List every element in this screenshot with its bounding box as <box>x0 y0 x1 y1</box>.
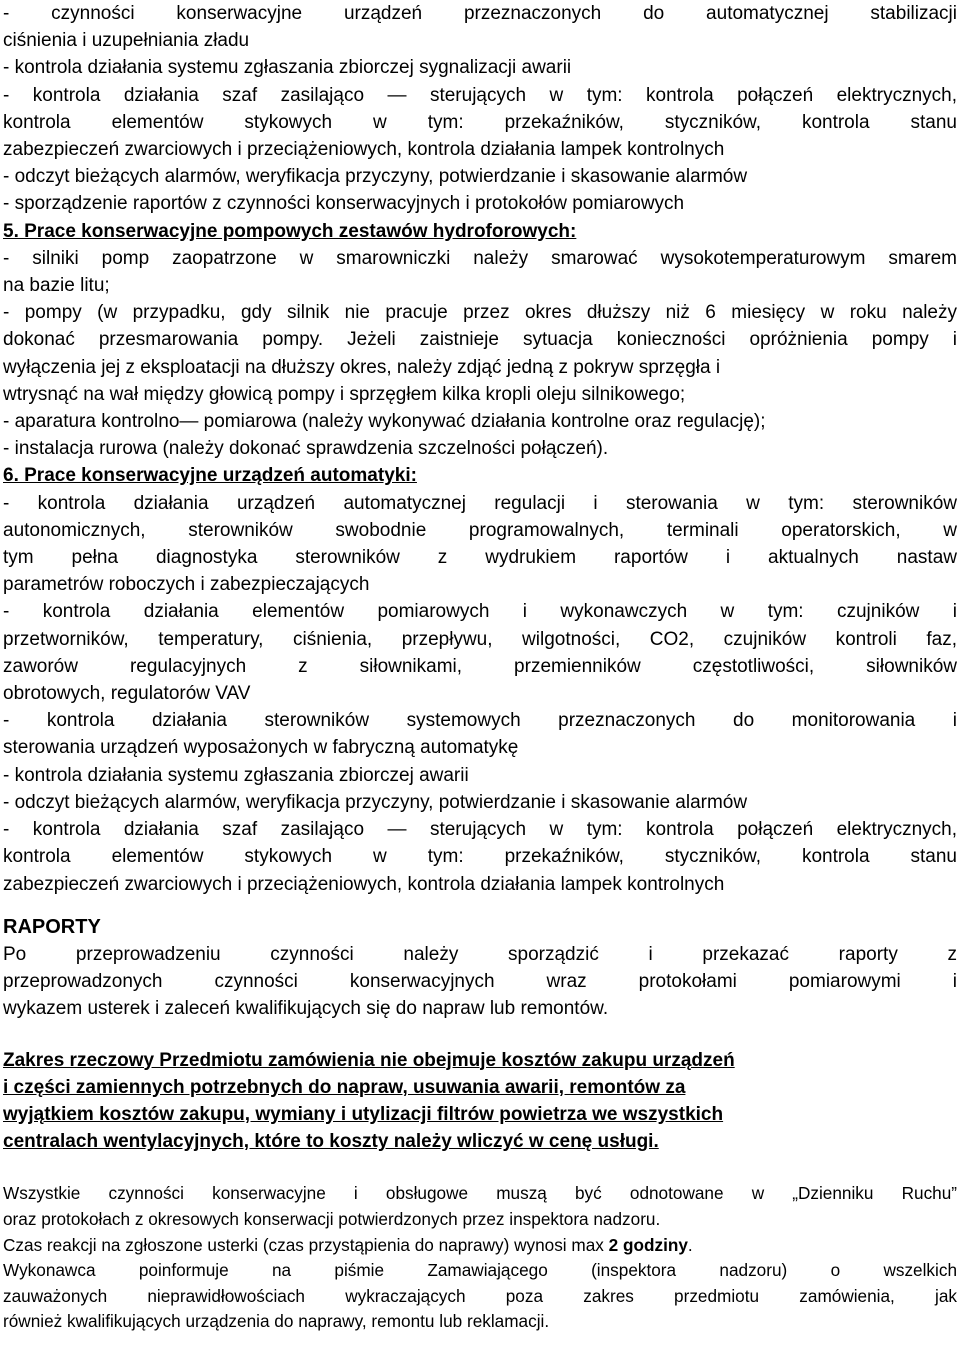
text-line: przeprowadzonych czynności konserwacyjnych wraz protokołami pomiarowymi i <box>3 971 957 993</box>
text-line: zabezpieczeń zwarciowych i przeciążeniowych, kontrola działania lampek kontrolnych <box>3 873 725 895</box>
text-line: kontrola elementów stykowych w tym: przekaźników, styczników, kontrola stanu <box>3 111 957 133</box>
text-line: - odczyt bieżących alarmów, weryfikacja przyczyny, potwierdzanie i skasowanie alarmów <box>3 166 748 188</box>
section-6-title: 6. Prace konserwacyjne urządzeń automatyki: <box>3 465 417 487</box>
text-line: wykazem usterek i zaleceń kwalifikujących się do napraw lub remontów. <box>3 998 609 1020</box>
text-line: oraz protokołach z okresowych konserwacji potwierdzonych przez inspektora nadzoru. <box>3 1208 661 1229</box>
reaction-time-line <box>3 1233 957 1259</box>
text-line: obrotowych, regulatorów VAV <box>3 683 251 705</box>
reaction-time-end: . <box>687 1234 693 1255</box>
text-line: ciśnienia i uzupełniania zładu <box>3 30 250 52</box>
text-line: dokonać przesmarowania pompy. Jeżeli zaistnieje sytuacja konieczności opróżnienia pompy i <box>3 329 957 351</box>
text-line: - czynności konserwacyjne urządzeń przeznaczonych do automatycznej stabilizacji <box>3 3 957 24</box>
text-line: - kontrola działania szaf zasilająco — sterujących w tym: kontrola połączeń elektrycznych, <box>3 84 957 106</box>
text-line: - kontrola działania szaf zasilająco — sterujących w tym: kontrola połączeń elektrycznych, <box>3 819 957 841</box>
spacer <box>3 1023 957 1047</box>
text-line: - odczyt bieżących alarmów, weryfikacja przyczyny, potwierdzanie i skasowanie alarmów <box>3 791 748 813</box>
raporty-heading: RAPORTY <box>3 915 101 938</box>
text-line: zaworów regulacyjnych z siłownikami, przemienników częstotliwości, siłowników <box>3 655 957 677</box>
text-line: kontrola elementów stykowych w tym: przekaźników, styczników, kontrola stanu <box>3 846 957 868</box>
text-line: - kontrola działania systemu zgłaszania zbiorczej awarii <box>3 764 469 786</box>
text-line: - instalacja rurowa (należy dokonać sprawdzenia szczelności połączeń). <box>3 438 609 460</box>
text-line: sterowania urządzeń wyposażonych w fabryczną automatykę <box>3 737 519 759</box>
text-line: centralach wentylacyjnych, które to koszty należy wliczyć w cenę usługi. <box>3 1131 659 1153</box>
text-line: - kontrola działania sterowników systemowych przeznaczonych do monitorowania i <box>3 710 957 732</box>
text-line: Wszystkie czynności konserwacyjne i obsługowe muszą być odnotowane w „Dzienniku Ruchu” <box>3 1183 957 1204</box>
text-line: parametrów roboczych i zabezpieczających <box>3 574 370 596</box>
text-line: - kontrola działania systemu zgłaszania zbiorczej sygnalizacji awarii <box>3 57 572 79</box>
reaction-time-value: 2 godziny <box>608 1234 688 1255</box>
section-5-title: 5. Prace konserwacyjne pompowych zestawów hydroforowych: <box>3 220 577 242</box>
text-line: i części zamiennych potrzebnych do napraw, usuwania awarii, remontów za <box>3 1076 686 1098</box>
text-line: - aparatura kontrolno— pomiarowa (należy wykonywać działania kontrolne oraz regulację); <box>3 411 766 433</box>
spacer <box>3 898 957 914</box>
text-line: Wykonawca poinformuje na piśmie Zamawiającego (inspektora nadzoru) o wszelkich <box>3 1260 957 1281</box>
text-line: Po przeprowadzeniu czynności należy sporządzić i przekazać raporty z <box>3 943 957 965</box>
text-line: wyłączenia jej z eksploatacji na dłuższy okres, należy zdjąć jedną z pokryw sprzęgła i <box>3 356 721 378</box>
text-line: zauważonych nieprawidłowościach wykraczających poza zakres przedmiotu zamówienia, jak <box>3 1285 957 1306</box>
reaction-time-text: Czas reakcji na zgłoszone usterki (czas przystąpienia do naprawy) wynosi max <box>3 1234 609 1255</box>
text-line: wtrysnąć na wał między głowicą pompy i sprzęgłem kilka kropli oleju silnikowego; <box>3 383 686 405</box>
text-line: - kontrola działania elementów pomiarowych i wykonawczych w tym: czujników i <box>3 601 957 623</box>
text-line: autonomicznych, sterowników swobodnie programowalnych, terminali operatorskich, w <box>3 519 957 541</box>
spacer <box>3 1155 957 1181</box>
section-6 <box>3 462 957 897</box>
text-line: na bazie litu; <box>3 275 110 297</box>
text-line: zabezpieczeń zwarciowych i przeciążeniowych, kontrola działania lampek kontrolnych <box>3 139 725 161</box>
top-section <box>3 0 957 218</box>
text-line: wyjątkiem kosztów zakupu, wymiany i utylizacji filtrów powietrza we wszystkich <box>3 1103 724 1125</box>
footer-section <box>3 1181 957 1335</box>
text-line: - silniki pomp zaopatrzone w smarowniczki należy smarować wysokotemperaturowym smarem <box>3 247 957 269</box>
text-line: - pompy (w przypadku, gdy silnik nie pracuje przez okres dłuższy niż 6 miesięcy w roku należy <box>3 302 957 324</box>
text-line: - kontrola działania urządzeń automatycznej regulacji i sterowania w tym: sterowników <box>3 492 957 514</box>
text-line: przetworników, temperatury, ciśnienia, przepływu, wilgotności, CO2, czujników kontroli faz, <box>3 628 957 650</box>
raporty-section <box>3 914 957 1023</box>
text-line: Zakres rzeczowy Przedmiotu zamówienia nie obejmuje kosztów zakupu urządzeń <box>3 1049 735 1071</box>
section-5 <box>3 218 957 463</box>
text-line: również kwalifikujących urządzenia do naprawy, remontu lub reklamacji. <box>3 1311 550 1332</box>
text-line: - sporządzenie raportów z czynności konserwacyjnych i protokołów pomiarowych <box>3 193 685 215</box>
text-line: tym pełna diagnostyka sterowników z wydrukiem raportów i aktualnych nastaw <box>3 547 957 569</box>
scope-exclusion-notice <box>3 1047 957 1156</box>
